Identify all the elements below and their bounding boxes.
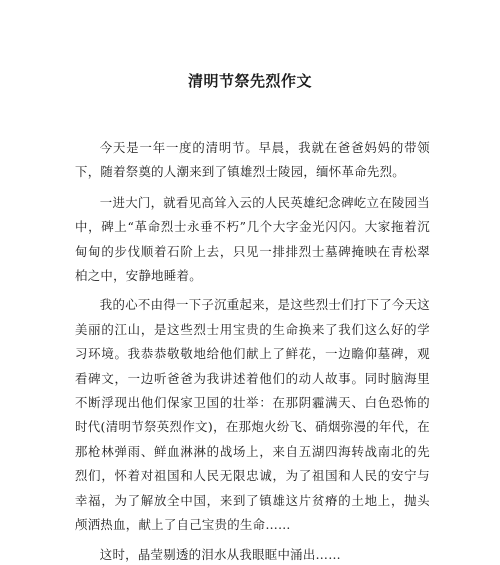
paragraph-3: 我的心不由得一下子沉重起来，是这些烈士们打下了今天这美丽的江山，是这些烈士用宝贵的生命换来了我们这么好的学习环境。我恭恭敬敬地给他们献上了鲜花，一边瞻仰墓碑，观看碑文，一边听爸爸为我讲述着他们的动人故事。同时脑海里不断浮现出他们保家卫国的壮举：在那阴霾满天、白色恐怖的时代(清明节祭英烈作文)，在那炮火纷飞、硝烟弥漫的年代，在那枪林弹雨、鲜血淋淋的战场上，来自五湖四海转战南北的先烈们，怀着对祖国和人民无限忠诚，为了祖国和人民的安宁与幸福，为了解放全中国，来到了镇雄这片贫瘠的土地上，抛头颅洒热血，献上了自己宝贵的生命…… — [75, 297, 430, 533]
document-body — [75, 136, 430, 565]
paragraph-4: 这时，晶莹剔透的泪水从我眼眶中涌出…… — [99, 546, 341, 562]
paragraph-2: 一进大门，就看见高耸入云的人民英雄纪念碑屹立在陵园当中，碑上“革命烈士永垂不朽”几个大字金光闪闪。大家拖着沉甸甸的步伐顺着石阶上去，只见一排排烈士墓碑掩映在青松翠柏之中，安静地睡着。 — [75, 194, 430, 284]
document-title: 清明节祭先烈作文 — [187, 72, 312, 90]
paragraph-1: 今天是一年一度的清明节。早晨，我就在爸爸妈妈的带领下，随着祭奠的人潮来到了镇雄烈士陵园，缅怀革命先烈。 — [75, 140, 430, 180]
